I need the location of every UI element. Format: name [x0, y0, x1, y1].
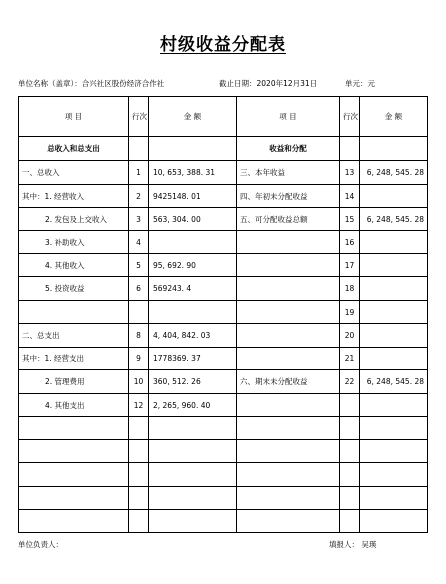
row-left-label [19, 417, 129, 440]
row-right-label [237, 301, 340, 324]
row-right-amount: 6, 248, 545. 28 [360, 161, 428, 185]
row-left-amount [149, 137, 237, 161]
row-right-label [237, 487, 340, 510]
header-rowno-left: 行次 [129, 97, 149, 137]
cutoff-date: 截止日期：2020年12月31日 [219, 79, 318, 88]
currency-unit: 单元：元 [345, 79, 375, 88]
row-left-amount: 569243. 4 [149, 277, 237, 301]
row-left-number [129, 301, 149, 324]
row-left-label [19, 463, 129, 487]
row-right-label [237, 417, 340, 440]
row-left-number: 10 [129, 370, 149, 394]
row-right-label: 五、可分配收益总额 [237, 208, 340, 231]
row-right-amount [360, 254, 428, 277]
row-left-label: 二、总支出 [19, 324, 129, 348]
table-row [19, 417, 428, 440]
table-row [19, 137, 428, 161]
row-right-number: 15 [340, 208, 360, 231]
manager-label: 单位负责人： [18, 540, 63, 549]
row-left-amount [149, 301, 237, 324]
table-row [19, 161, 428, 185]
row-right-amount: 6, 248, 545. 28 [360, 370, 428, 394]
row-left-amount: 95, 692. 90 [149, 254, 237, 277]
row-left-number [129, 510, 149, 533]
row-right-amount [360, 231, 428, 254]
row-left-amount: 360, 512. 26 [149, 370, 237, 394]
row-right-amount: 6, 248, 545. 28 [360, 208, 428, 231]
row-left-label [19, 510, 129, 533]
row-right-label [237, 231, 340, 254]
row-right-number: 13 [340, 161, 360, 185]
row-right-label [237, 277, 340, 301]
row-right-label [237, 510, 340, 533]
table-row [19, 277, 428, 301]
header-rowno-right: 行次 [340, 97, 360, 137]
row-right-label [237, 463, 340, 487]
row-right-amount [360, 137, 428, 161]
row-left-amount: 563, 304. 00 [149, 208, 237, 231]
row-left-number: 9 [129, 348, 149, 370]
row-right-label [237, 324, 340, 348]
row-right-amount [360, 394, 428, 417]
table-header [19, 97, 428, 137]
row-left-label: 2. 发包及上交收入 [19, 208, 129, 231]
row-left-number: 3 [129, 208, 149, 231]
header-item-right: 项 目 [237, 97, 340, 137]
row-right-number: 14 [340, 185, 360, 208]
distribution-table [18, 96, 428, 533]
row-right-label: 三、本年收益 [237, 161, 340, 185]
row-left-label [19, 301, 129, 324]
report-title: 村级收益分配表 [160, 35, 286, 55]
row-right-amount [360, 348, 428, 370]
row-left-number: 12 [129, 394, 149, 417]
row-right-label [237, 348, 340, 370]
row-left-amount [149, 487, 237, 510]
row-left-amount: 10, 653, 388. 31 [149, 161, 237, 185]
row-left-amount [149, 417, 237, 440]
header-amount-left: 金 额 [149, 97, 237, 137]
row-left-amount [149, 510, 237, 533]
row-right-number [340, 463, 360, 487]
table-row [19, 324, 428, 348]
row-right-number: 17 [340, 254, 360, 277]
row-right-number [340, 440, 360, 463]
row-right-number: 21 [340, 348, 360, 370]
row-right-number: 19 [340, 301, 360, 324]
row-left-number: 2 [129, 185, 149, 208]
row-left-label [19, 440, 129, 463]
row-left-number: 6 [129, 277, 149, 301]
row-right-label: 收益和分配 [237, 137, 340, 161]
row-right-amount [360, 463, 428, 487]
row-left-label: 3. 补助收入 [19, 231, 129, 254]
row-left-label: 总收入和总支出 [19, 137, 129, 161]
row-left-amount [149, 440, 237, 463]
table-row [19, 394, 428, 417]
row-left-number: 1 [129, 161, 149, 185]
preparer-label: 填报人： 吴瑛 [329, 540, 377, 549]
row-right-number [340, 510, 360, 533]
row-left-amount [149, 231, 237, 254]
row-left-amount: 4, 404, 842. 03 [149, 324, 237, 348]
row-left-number: 5 [129, 254, 149, 277]
header-item-left: 项 目 [19, 97, 129, 137]
row-left-label: 其中：1. 经营支出 [19, 348, 129, 370]
row-right-number [340, 137, 360, 161]
table-row [19, 463, 428, 487]
row-left-number [129, 487, 149, 510]
row-right-number: 22 [340, 370, 360, 394]
row-right-amount [360, 417, 428, 440]
unit-name: 单位名称（盖章）：合兴社区股份经济合作社 [18, 79, 165, 88]
row-left-number [129, 137, 149, 161]
row-left-number [129, 440, 149, 463]
row-right-label: 六、期末未分配收益 [237, 370, 340, 394]
row-left-label: 2. 管理费用 [19, 370, 129, 394]
row-right-amount [360, 277, 428, 301]
row-right-number: 20 [340, 324, 360, 348]
row-left-amount: 2, 265, 960. 40 [149, 394, 237, 417]
table-row [19, 301, 428, 324]
row-right-number [340, 487, 360, 510]
table-row [19, 440, 428, 463]
row-right-amount [360, 487, 428, 510]
row-left-label: 4. 其他收入 [19, 254, 129, 277]
row-right-amount [360, 301, 428, 324]
row-right-label [237, 440, 340, 463]
row-right-number [340, 394, 360, 417]
row-left-number [129, 417, 149, 440]
row-left-amount: 9425148. 01 [149, 185, 237, 208]
row-right-number: 18 [340, 277, 360, 301]
table-row [19, 208, 428, 231]
row-left-label: 一、总收入 [19, 161, 129, 185]
row-left-number: 4 [129, 231, 149, 254]
row-right-number [340, 417, 360, 440]
row-left-label: 4. 其他支出 [19, 394, 129, 417]
row-left-amount: 1778369. 37 [149, 348, 237, 370]
row-left-label [19, 487, 129, 510]
table-row [19, 510, 428, 533]
table-row [19, 254, 428, 277]
table-row [19, 185, 428, 208]
row-right-label [237, 254, 340, 277]
row-left-number: 8 [129, 324, 149, 348]
table-row [19, 487, 428, 510]
row-left-amount [149, 463, 237, 487]
row-left-number [129, 463, 149, 487]
row-right-amount [360, 510, 428, 533]
row-right-label: 四、年初未分配收益 [237, 185, 340, 208]
table-row [19, 370, 428, 394]
row-left-label: 其中：1. 经营收入 [19, 185, 129, 208]
row-right-number: 16 [340, 231, 360, 254]
table-row [19, 231, 428, 254]
row-right-amount [360, 185, 428, 208]
row-left-label: 5. 投资收益 [19, 277, 129, 301]
header-amount-right: 金 额 [360, 97, 428, 137]
row-right-label [237, 394, 340, 417]
table-row [19, 348, 428, 370]
row-right-amount [360, 324, 428, 348]
row-right-amount [360, 440, 428, 463]
